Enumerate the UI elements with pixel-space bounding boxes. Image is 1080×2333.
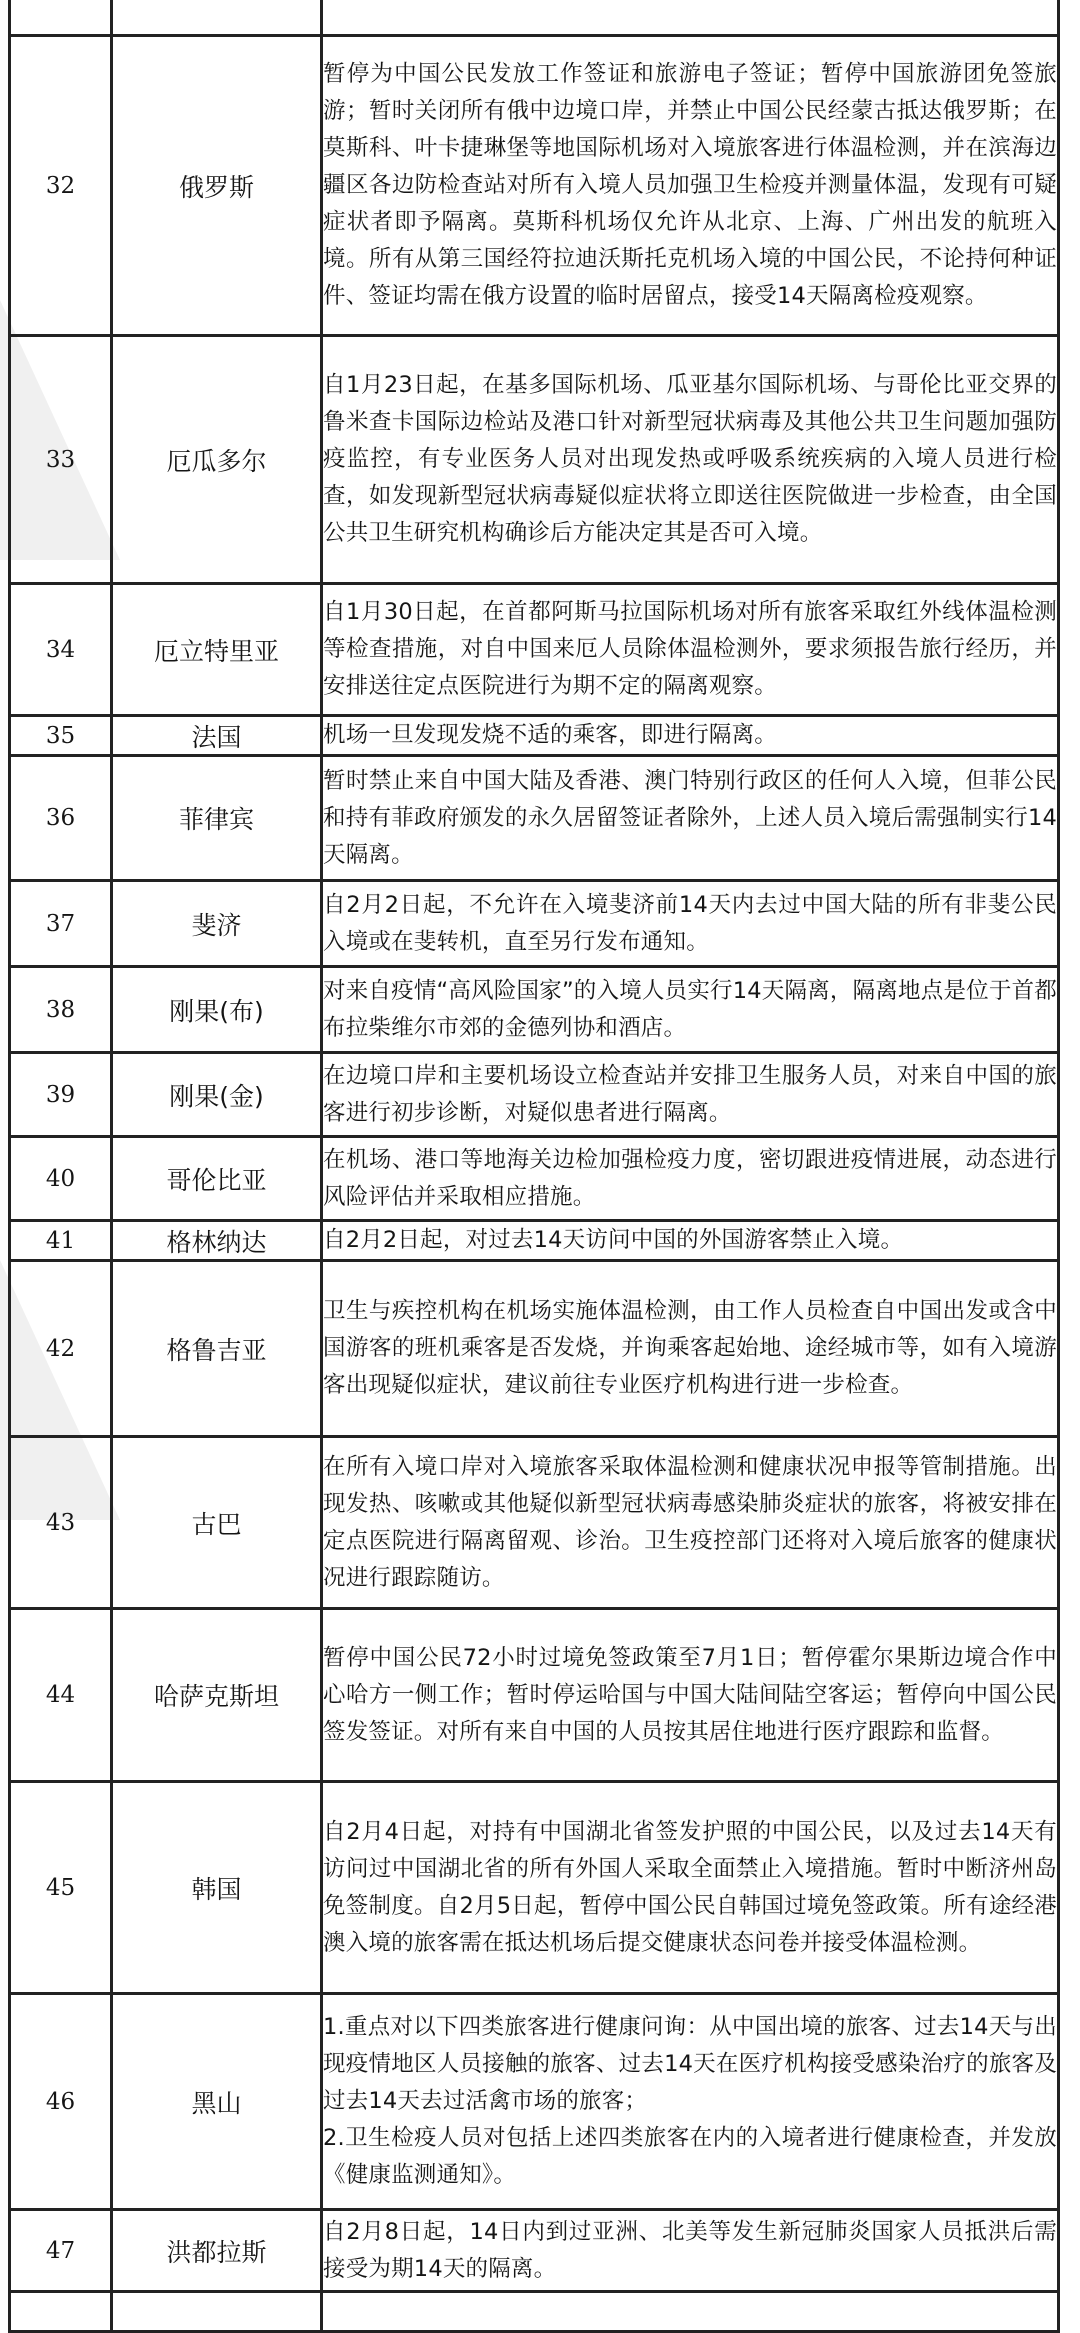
table-row — [10, 2210, 1059, 2292]
table-row — [10, 1261, 1059, 1437]
row-description: 自2月4日起，对持有中国湖北省签发护照的中国公民，以及过去14天有访问过中国湖北省的所有外国人采取全面禁止入境措施。暂时中断济州岛免签制度。自2月5日起，暂停中国公民自韩国过境免签政策。所有途经港澳入境的旅客需在抵达机场后提交健康状态问卷并接受体温检测。 — [322, 1782, 1059, 1994]
table-row — [10, 881, 1059, 967]
table-row — [10, 756, 1059, 881]
country-name: 厄瓜多尔 — [112, 336, 322, 584]
row-description: 自2月8日起，14日内到过亚洲、北美等发生新冠肺炎国家人员抵洪后需接受为期14天的隔离。 — [322, 2210, 1059, 2292]
country-name: 菲律宾 — [112, 756, 322, 881]
country-name: 洪都拉斯 — [112, 2210, 322, 2292]
row-number: 33 — [10, 336, 112, 584]
row-number: 32 — [10, 36, 112, 336]
row-description: 暂停为中国公民发放工作签证和旅游电子签证；暂停中国旅游团免签旅游；暂时关闭所有俄中边境口岸，并禁止中国公民经蒙古抵达俄罗斯；在莫斯科、叶卡捷琳堡等地国际机场对入境旅客进行体温检测，并在滨海边疆区各边防检查站对所有入境人员加强卫生检疫并测量体温，发现有可疑症状者即予隔离。莫斯科机场仅允许从北京、上海、广州出发的航班入境。所有从第三国经符拉迪沃斯托克机场入境的中国公民，不论持何种证件、签证均需在俄方设置的临时居留点，接受14天隔离检疫观察。 — [322, 36, 1059, 336]
table-row — [10, 716, 1059, 756]
row-description: 暂停中国公民72小时过境免签政策至7月1日；暂停霍尔果斯边境合作中心哈方一侧工作；暂时停运哈国与中国大陆间陆空客运；暂停向中国公民签发签证。对所有来自中国的人员按其居住地进行医疗跟踪和监督。 — [322, 1609, 1059, 1782]
table-row — [10, 2292, 1059, 2332]
row-description — [322, 2292, 1059, 2332]
table-row — [10, 967, 1059, 1053]
row-number — [10, 2292, 112, 2332]
row-number: 44 — [10, 1609, 112, 1782]
country-name: 韩国 — [112, 1782, 322, 1994]
country-name: 法国 — [112, 716, 322, 756]
row-description: 自1月30日起，在首都阿斯马拉国际机场对所有旅客采取红外线体温检测等检查措施，对自中国来厄人员除体温检测外，要求须报告旅行经历，并安排送往定点医院进行为期不定的隔离观察。 — [322, 584, 1059, 716]
country-name: 黑山 — [112, 1994, 322, 2210]
country-name: 格鲁吉亚 — [112, 1261, 322, 1437]
country-name: 古巴 — [112, 1437, 322, 1609]
row-number: 37 — [10, 881, 112, 967]
table-row — [10, 1994, 1059, 2210]
table-row — [10, 1609, 1059, 1782]
row-number: 34 — [10, 584, 112, 716]
country-name: 格林纳达 — [112, 1221, 322, 1261]
row-description: 暂时禁止来自中国大陆及香港、澳门特别行政区的任何人入境，但菲公民和持有菲政府颁发的永久居留签证者除外，上述人员入境后需强制实行14天隔离。 — [322, 756, 1059, 881]
country-name: 哥伦比亚 — [112, 1137, 322, 1221]
row-number — [10, 0, 112, 36]
country-name: 刚果(金) — [112, 1053, 322, 1137]
table-row — [10, 36, 1059, 336]
country-entry-rules-table — [8, 0, 1060, 2333]
row-description: 自1月23日起，在基多国际机场、瓜亚基尔国际机场、与哥伦比亚交界的鲁米查卡国际边检站及港口针对新型冠状病毒及其他公共卫生问题加强防疫监控，有专业医务人员对出现发热或呼吸系统疾病的入境人员进行检查，如发现新型冠状病毒疑似症状将立即送往医院做进一步检查，由全国公共卫生研究机构确诊后方能决定其是否可入境。 — [322, 336, 1059, 584]
row-description: 1.重点对以下四类旅客进行健康问询：从中国出境的旅客、过去14天与出现疫情地区人员接触的旅客、过去14天在医疗机构接受感染治疗的旅客及过去14天去过活禽市场的旅客； 2.卫生检疫人员对包括上述四类旅客在内的入境者进行健康检查，并发放《健康监测通知》。 — [322, 1994, 1059, 2210]
table-row — [10, 1053, 1059, 1137]
country-name — [112, 0, 322, 36]
row-number: 36 — [10, 756, 112, 881]
row-number: 40 — [10, 1137, 112, 1221]
country-name: 刚果(布) — [112, 967, 322, 1053]
row-description: 自2月2日起，不允许在入境斐济前14天内去过中国大陆的所有非斐公民入境或在斐转机，直至另行发布通知。 — [322, 881, 1059, 967]
country-name: 俄罗斯 — [112, 36, 322, 336]
table-row — [10, 584, 1059, 716]
row-number: 38 — [10, 967, 112, 1053]
table-row — [10, 1137, 1059, 1221]
row-number: 39 — [10, 1053, 112, 1137]
row-number: 43 — [10, 1437, 112, 1609]
table-row — [10, 0, 1059, 36]
table-row — [10, 336, 1059, 584]
country-name: 斐济 — [112, 881, 322, 967]
row-description: 对来自疫情“高风险国家”的入境人员实行14天隔离，隔离地点是位于首都布拉柴维尔市郊的金德列协和酒店。 — [322, 967, 1059, 1053]
row-description: 机场一旦发现发烧不适的乘客，即进行隔离。 — [322, 716, 1059, 756]
row-description: 在所有入境口岸对入境旅客采取体温检测和健康状况申报等管制措施。出现发热、咳嗽或其他疑似新型冠状病毒感染肺炎症状的旅客，将被安排在定点医院进行隔离留观、诊治。卫生疫控部门还将对入境后旅客的健康状况进行跟踪随访。 — [322, 1437, 1059, 1609]
table-row — [10, 1437, 1059, 1609]
row-number: 45 — [10, 1782, 112, 1994]
row-number: 46 — [10, 1994, 112, 2210]
row-description: 在边境口岸和主要机场设立检查站并安排卫生服务人员，对来自中国的旅客进行初步诊断，对疑似患者进行隔离。 — [322, 1053, 1059, 1137]
table-row — [10, 1221, 1059, 1261]
row-number: 41 — [10, 1221, 112, 1261]
row-number: 35 — [10, 716, 112, 756]
country-name: 厄立特里亚 — [112, 584, 322, 716]
row-description: 在机场、港口等地海关边检加强检疫力度，密切跟进疫情进展，动态进行风险评估并采取相应措施。 — [322, 1137, 1059, 1221]
row-description: 卫生与疾控机构在机场实施体温检测，由工作人员检查自中国出发或含中国游客的班机乘客是否发烧，并询乘客起始地、途经城市等，如有入境游客出现疑似症状，建议前往专业医疗机构进行进一步检查。 — [322, 1261, 1059, 1437]
country-name: 哈萨克斯坦 — [112, 1609, 322, 1782]
country-name — [112, 2292, 322, 2332]
row-number: 42 — [10, 1261, 112, 1437]
row-number: 47 — [10, 2210, 112, 2292]
row-description — [322, 0, 1059, 36]
table-row — [10, 1782, 1059, 1994]
row-description: 自2月2日起，对过去14天访问中国的外国游客禁止入境。 — [322, 1221, 1059, 1261]
